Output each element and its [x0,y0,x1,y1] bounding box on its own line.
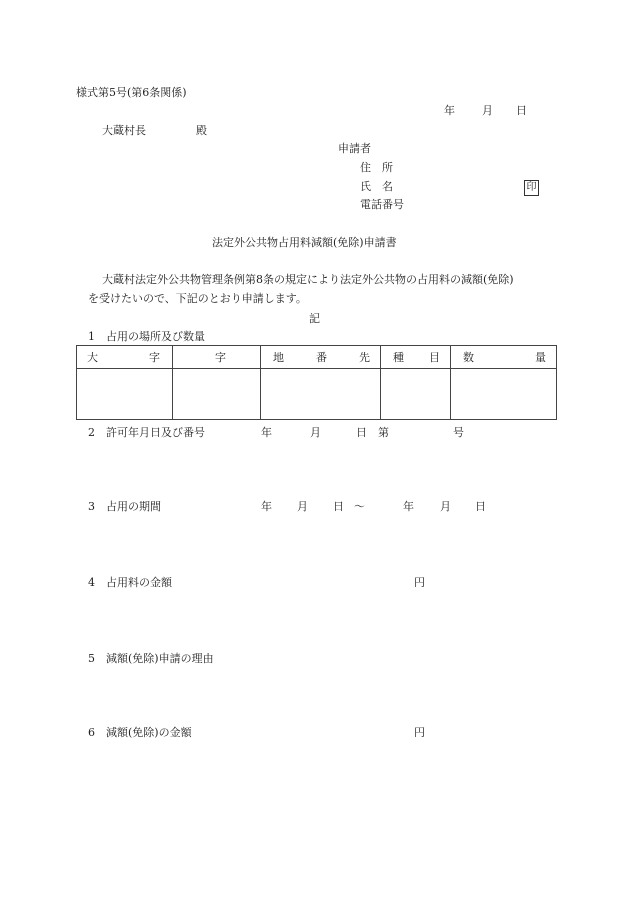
table-cell-oaza[interactable] [77,369,173,420]
item2-day: 日 [356,426,367,439]
item4-label: 占用料の金額 [106,576,172,589]
header-shumoku: 種 目 [381,346,451,369]
item2-year: 年 [261,426,272,439]
date-year-label: 年 [444,104,455,117]
item6-unit: 円 [414,726,425,739]
item2-label: 許可年月日及び番号 [106,426,205,439]
item4-unit: 円 [414,576,425,589]
body-text-line2: を受けたいので、下記のとおり申請します。 [88,292,307,305]
table-cell-shumoku[interactable] [381,369,451,420]
applicant-heading: 申請者 [338,142,371,155]
header-oaza: 大 字 [77,346,173,369]
ki-heading: 記 [309,312,320,325]
form-number: 様式第5号(第6条関係) [76,86,187,99]
item3-start-day: 日 [333,500,344,513]
document-title: 法定外公共物占用料減額(免除)申請書 [212,236,397,249]
item5-number: 5 [88,652,95,665]
item3-tilde: ～ [354,500,365,513]
table-row [77,369,557,420]
date-day-label: 日 [516,104,527,117]
header-suryo: 数 量 [451,346,557,369]
item2-number: 2 [88,426,95,439]
applicant-name-label: 氏 名 [360,180,393,193]
table-header-row [77,346,557,369]
table-cell-aza[interactable] [173,369,261,420]
item1-number: 1 [88,330,95,343]
item5-label: 減額(免除)申請の理由 [106,652,214,665]
item1-label: 占用の場所及び数量 [106,330,205,343]
item6-number: 6 [88,726,95,739]
applicant-phone-label: 電話番号 [360,198,404,211]
item4-number: 4 [88,576,95,589]
body-text-line1: 大蔵村法定外公共物管理条例第8条の規定により法定外公共物の占用料の減額(免除) [102,273,514,286]
addressee-name: 大蔵村長 [102,124,146,137]
table-cell-suryo[interactable] [451,369,557,420]
date-month-label: 月 [482,104,493,117]
item3-label: 占用の期間 [106,500,161,513]
item6-label: 減額(免除)の金額 [106,726,192,739]
item2-dai: 第 [378,426,389,439]
addressee-honorific: 殿 [196,124,207,137]
item2-gou: 号 [453,426,464,439]
applicant-address-label: 住 所 [360,161,393,174]
item3-end-day: 日 [475,500,486,513]
seal-mark: 印 [524,180,539,196]
table-cell-chiban[interactable] [261,369,381,420]
item2-month: 月 [310,426,321,439]
header-aza: 字 [173,346,261,369]
item3-start-year: 年 [261,500,272,513]
item3-start-month: 月 [297,500,308,513]
item3-end-month: 月 [440,500,451,513]
header-chiban: 地 番 先 [261,346,381,369]
occupancy-table [76,345,557,420]
item3-end-year: 年 [403,500,414,513]
item3-number: 3 [88,500,95,513]
